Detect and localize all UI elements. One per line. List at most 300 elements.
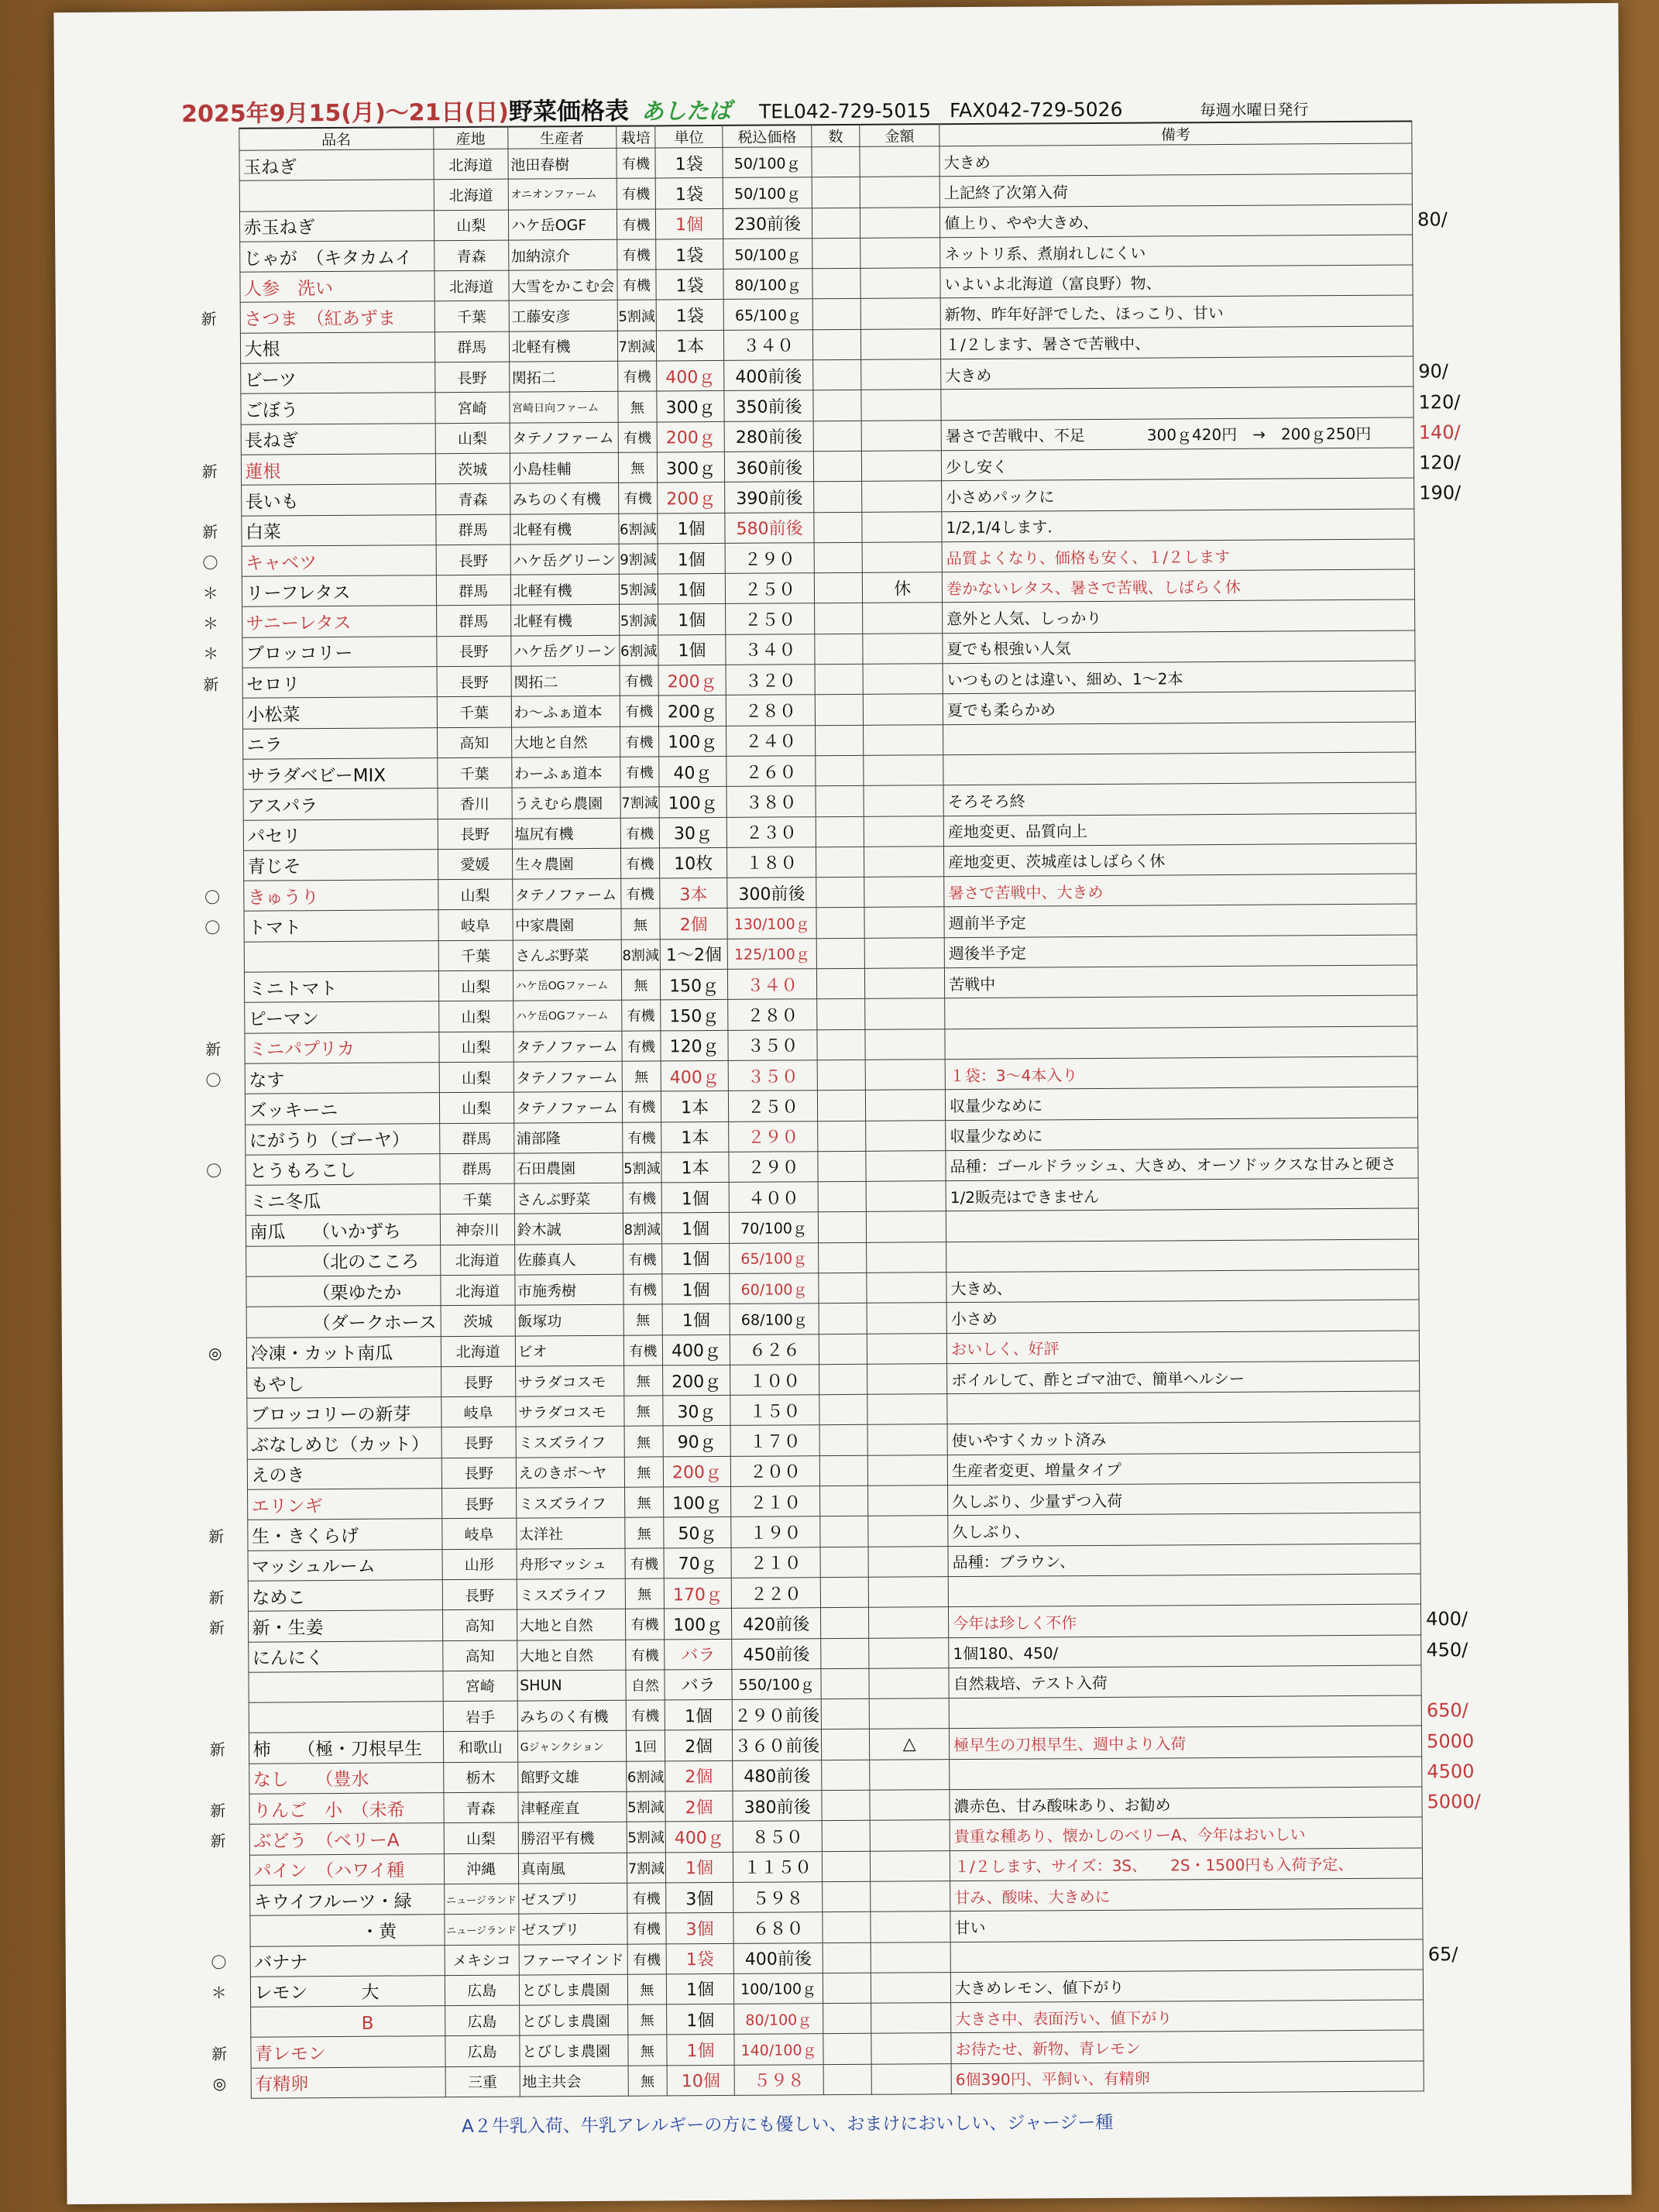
item-name: マッシュルーム <box>248 1549 443 1581</box>
cultivation: 無 <box>621 908 661 939</box>
brand-name: あしたば <box>641 97 732 125</box>
amount-cell[interactable] <box>867 1394 947 1425</box>
amount-cell[interactable] <box>864 847 944 878</box>
item-name: 赤玉ねぎ <box>239 210 434 242</box>
producer: 大地と自然 <box>511 726 620 757</box>
col-header-remarks: 備考 <box>939 121 1412 146</box>
unit: 1袋 <box>666 1943 733 1974</box>
price: １８０ <box>727 847 816 878</box>
amount-cell[interactable] <box>860 207 940 238</box>
quantity-cell[interactable] <box>812 238 860 269</box>
item-name <box>249 1702 444 1733</box>
side-note <box>1417 1086 1518 1117</box>
quantity-cell[interactable] <box>820 1547 868 1578</box>
amount-cell[interactable] <box>869 1607 949 1638</box>
quantity-cell[interactable] <box>813 359 861 390</box>
cultivation: 有機 <box>621 1000 661 1031</box>
origin: 山梨 <box>439 1001 514 1032</box>
item-name: サニーレタス <box>242 606 437 637</box>
quantity-cell[interactable] <box>817 999 865 1030</box>
price: 400前後 <box>724 360 813 391</box>
quantity-cell[interactable] <box>813 421 861 452</box>
amount-cell[interactable] <box>863 603 943 634</box>
amount-cell[interactable] <box>868 1486 948 1516</box>
amount-cell[interactable] <box>864 877 944 908</box>
row-mark <box>185 1489 247 1520</box>
remarks: 意外と人気、しっかり <box>943 599 1415 633</box>
quantity-cell[interactable] <box>823 2064 871 2095</box>
quantity-cell[interactable] <box>819 1364 867 1395</box>
amount-cell[interactable] <box>867 1303 946 1334</box>
amount-cell[interactable] <box>871 1972 950 2003</box>
col-header-amount: 金額 <box>860 124 939 146</box>
side-note <box>1414 568 1515 599</box>
amount-cell[interactable] <box>868 1546 948 1577</box>
producer: 工藤安彦 <box>509 301 617 331</box>
row-mark <box>180 759 242 790</box>
price: 550/100ｇ <box>732 1669 821 1700</box>
amount-cell[interactable] <box>860 238 940 269</box>
price: 70/100ｇ <box>729 1212 818 1243</box>
quantity-cell[interactable] <box>822 1790 870 1821</box>
amount-cell[interactable] <box>867 1333 946 1364</box>
amount-cell[interactable] <box>871 1881 950 1912</box>
quantity-cell[interactable] <box>820 1486 868 1516</box>
cultivation: 5割減 <box>617 300 657 331</box>
quantity-cell[interactable] <box>815 603 863 634</box>
side-note <box>1416 781 1516 812</box>
side-note: 190/ <box>1419 482 1462 504</box>
amount-cell[interactable] <box>866 1120 946 1151</box>
quantity-cell[interactable] <box>819 1334 867 1365</box>
side-note <box>1413 295 1513 326</box>
side-note <box>1424 1999 1524 2030</box>
quantity-cell[interactable] <box>812 269 860 300</box>
cultivation: 5割減 <box>619 604 658 635</box>
remarks <box>943 722 1416 755</box>
remarks: 夏でも柔らかめ <box>943 691 1415 724</box>
cultivation: 5割減 <box>627 1791 666 1822</box>
cultivation: 無 <box>622 1061 661 1092</box>
amount-cell[interactable] <box>867 1242 946 1273</box>
amount-cell[interactable] <box>867 1455 947 1486</box>
producer: 北軽有機 <box>510 605 619 636</box>
side-note <box>1420 1513 1521 1544</box>
side-note <box>1420 1451 1520 1482</box>
producer: 関拓二 <box>509 361 617 392</box>
item-name: 人参 洗い <box>239 271 434 303</box>
origin: 青森 <box>435 483 510 514</box>
quantity-cell[interactable] <box>823 1881 871 1912</box>
side-note <box>1419 1238 1520 1269</box>
origin: 長野 <box>437 636 511 667</box>
amount-cell[interactable] <box>860 298 940 329</box>
remarks: 収量少なめに <box>946 1117 1418 1150</box>
quantity-cell[interactable] <box>813 451 861 482</box>
sheet-title: 野菜価格表 <box>508 97 629 126</box>
unit: 10個 <box>667 2065 734 2096</box>
quantity-cell[interactable] <box>822 1729 870 1760</box>
quantity-cell[interactable] <box>819 1242 867 1273</box>
amount-cell[interactable] <box>871 1911 950 1942</box>
cultivation: 有機 <box>625 1548 665 1579</box>
quantity-cell[interactable] <box>817 1029 865 1060</box>
quantity-cell[interactable] <box>822 1821 870 1852</box>
row-mark <box>177 181 239 212</box>
quantity-cell[interactable] <box>812 177 860 208</box>
row-mark: 〇 <box>204 918 221 938</box>
cultivation: 無 <box>625 1578 665 1609</box>
item-name: ぶどう （ベリーA <box>249 1823 445 1855</box>
side-note: 65/ <box>1427 1942 1458 1966</box>
row-mark <box>182 972 244 1003</box>
price: １９０ <box>731 1516 820 1547</box>
origin: 北海道 <box>434 149 508 180</box>
quantity-cell[interactable] <box>823 2003 871 2034</box>
amount-cell[interactable] <box>869 1698 949 1729</box>
remarks: 使いやすくカット済み <box>947 1421 1420 1455</box>
row-mark: 新 <box>209 1740 225 1760</box>
amount-cell[interactable] <box>871 2003 951 2034</box>
side-note <box>1416 812 1516 843</box>
quantity-cell[interactable] <box>814 542 862 573</box>
item-name: キウイフルーツ・緑 <box>249 1884 445 1916</box>
amount-cell[interactable] <box>861 451 941 482</box>
remarks: ネットリ系、煮崩れしにくい <box>940 235 1413 268</box>
amount-cell[interactable] <box>863 633 943 664</box>
quantity-cell[interactable] <box>812 146 860 177</box>
row-mark: 〇 <box>211 1953 227 1973</box>
quantity-cell[interactable] <box>823 1973 871 2004</box>
quantity-cell[interactable] <box>823 1942 871 1973</box>
quantity-cell[interactable] <box>814 482 862 513</box>
amount-cell[interactable] <box>865 1029 945 1060</box>
quantity-cell[interactable] <box>815 664 863 695</box>
remarks: 大きめ <box>939 143 1412 177</box>
remarks: 産地変更、茨城産はしばらく休 <box>944 843 1417 877</box>
origin: 三重 <box>445 2066 520 2097</box>
amount-cell[interactable] <box>864 907 944 938</box>
origin: 群馬 <box>440 1153 514 1184</box>
amount-cell[interactable] <box>865 1090 945 1121</box>
amount-cell[interactable] <box>860 146 939 177</box>
quantity-cell[interactable] <box>820 1516 868 1547</box>
row-mark <box>187 1764 249 1795</box>
amount-cell[interactable] <box>866 1150 946 1181</box>
quantity-cell[interactable] <box>813 390 861 421</box>
quantity-cell[interactable] <box>819 1455 867 1486</box>
amount-cell[interactable] <box>869 1637 949 1668</box>
quantity-cell[interactable] <box>818 1181 866 1212</box>
producer: タテノファーム <box>514 1061 622 1092</box>
amount-cell[interactable] <box>867 1273 946 1304</box>
amount-cell[interactable] <box>867 1364 947 1395</box>
quantity-cell[interactable] <box>818 1212 866 1243</box>
item-name: 有精卵 <box>251 2066 446 2098</box>
row-mark <box>186 1672 248 1703</box>
row-mark <box>182 1003 244 1034</box>
quantity-cell[interactable] <box>812 299 860 330</box>
amount-cell[interactable] <box>863 694 943 725</box>
quantity-cell[interactable] <box>816 938 864 969</box>
amount-cell[interactable] <box>860 328 940 359</box>
col-header-extra <box>1412 121 1513 143</box>
amount-cell[interactable] <box>863 664 943 695</box>
side-note <box>1419 1299 1520 1330</box>
item-name: キャベツ <box>242 545 437 577</box>
producer: タテノファーム <box>514 1091 622 1122</box>
amount-cell[interactable] <box>864 724 943 755</box>
unit: 1個 <box>658 634 726 665</box>
origin: 沖縄 <box>444 1853 518 1884</box>
producer: 関拓二 <box>511 665 620 696</box>
cultivation: 6割減 <box>618 514 658 544</box>
quantity-cell[interactable] <box>816 847 864 878</box>
quantity-cell[interactable] <box>822 1851 870 1882</box>
amount-cell[interactable] <box>868 1516 948 1547</box>
cultivation: 有機 <box>622 1031 661 1062</box>
price-sheet-paper <box>53 3 1631 2204</box>
remarks: 夏でも根強い人気 <box>943 630 1415 664</box>
remarks: 生産者変更、増量タイプ <box>947 1452 1420 1486</box>
amount-cell[interactable] <box>865 1060 945 1091</box>
price: ２９０ <box>729 1151 818 1182</box>
cultivation: 無 <box>627 2004 667 2035</box>
origin: 山梨 <box>439 1032 514 1063</box>
amount-cell[interactable]: 休 <box>862 572 942 603</box>
origin: 山梨 <box>438 970 513 1001</box>
quantity-cell[interactable] <box>812 329 860 360</box>
quantity-cell[interactable] <box>815 634 863 665</box>
price: 480前後 <box>733 1760 822 1791</box>
quantity-cell[interactable] <box>821 1608 869 1639</box>
row-mark: 新 <box>210 1831 226 1850</box>
cultivation: 自然 <box>626 1670 665 1701</box>
cultivation: 有機 <box>627 1883 666 1914</box>
amount-cell[interactable] <box>871 1942 950 1973</box>
producer: 生々農園 <box>512 848 620 879</box>
item-name: 柿 （極・刀根早生 <box>249 1732 444 1764</box>
row-mark: 〇 <box>202 553 218 572</box>
amount-cell[interactable] <box>866 1181 946 1212</box>
row-mark: ◎ <box>208 1343 222 1362</box>
cultivation: 有機 <box>625 1609 665 1640</box>
origin: 茨城 <box>441 1305 515 1336</box>
origin: 岐阜 <box>438 910 513 941</box>
cultivation: 有機 <box>623 1274 662 1305</box>
producer: サラダコスモ <box>515 1365 623 1396</box>
producer: 北軽有機 <box>509 331 617 362</box>
amount-cell[interactable] <box>866 1211 946 1242</box>
row-mark: 新 <box>208 1618 225 1637</box>
quantity-cell[interactable] <box>819 1425 867 1456</box>
quantity-cell[interactable] <box>816 908 864 939</box>
unit: 1～2個 <box>660 939 727 970</box>
amount-cell[interactable] <box>864 785 943 816</box>
amount-cell[interactable] <box>862 542 942 573</box>
remarks: 暑さで苦戦中、不足 300ｇ420円 → 200ｇ250円 <box>941 417 1413 451</box>
quantity-cell[interactable] <box>817 968 865 999</box>
amount-cell[interactable] <box>871 2063 951 2094</box>
quantity-cell[interactable] <box>819 1304 867 1334</box>
item-name: えのき <box>247 1458 442 1489</box>
amount-cell[interactable] <box>868 1577 948 1608</box>
cultivation: 有機 <box>622 1091 661 1122</box>
remarks <box>946 1208 1418 1242</box>
origin: 群馬 <box>436 575 510 606</box>
price: 230前後 <box>723 208 812 239</box>
quantity-cell[interactable] <box>816 877 864 908</box>
cultivation: 5割減 <box>619 574 658 605</box>
price: ２１０ <box>731 1547 820 1578</box>
price: 420前後 <box>732 1608 821 1639</box>
amount-cell[interactable] <box>871 2033 951 2064</box>
amount-cell[interactable] <box>861 390 941 421</box>
quantity-cell[interactable] <box>821 1638 869 1669</box>
price: ５９８ <box>734 2064 823 2095</box>
item-name: 青じそ <box>243 850 438 881</box>
unit: 1本 <box>661 1121 729 1152</box>
side-note <box>1422 1847 1523 1878</box>
price: ３４０ <box>726 634 815 665</box>
amount-cell[interactable] <box>870 1790 950 1821</box>
amount-cell[interactable]: △ <box>870 1729 950 1760</box>
cultivation: 有機 <box>617 209 656 240</box>
amount-cell[interactable] <box>870 1759 950 1790</box>
amount-cell[interactable] <box>861 420 941 451</box>
remarks: 週前半予定 <box>944 904 1417 937</box>
amount-cell[interactable] <box>869 1668 949 1699</box>
side-note <box>1419 1269 1520 1300</box>
unit: 150ｇ <box>661 969 728 1000</box>
producer: ハケ岳OGファーム <box>513 1001 621 1032</box>
cultivation: 無 <box>627 1974 667 2005</box>
quantity-cell[interactable] <box>815 695 863 726</box>
remarks: 小さめ <box>946 1300 1419 1333</box>
row-mark: ＊ <box>203 644 219 664</box>
quantity-cell[interactable] <box>816 786 864 817</box>
amount-cell[interactable] <box>865 998 945 1029</box>
unit: 100ｇ <box>665 1609 732 1640</box>
price: ２４０ <box>726 725 816 756</box>
amount-cell[interactable] <box>862 511 942 542</box>
quantity-cell[interactable] <box>821 1698 869 1729</box>
price: 350前後 <box>724 390 813 421</box>
amount-cell[interactable] <box>860 177 939 208</box>
producer: 北軽有機 <box>510 514 618 544</box>
unit: 120ｇ <box>661 1030 728 1061</box>
quantity-cell[interactable] <box>814 572 862 603</box>
amount-cell[interactable] <box>864 755 943 786</box>
quantity-cell[interactable] <box>819 1273 867 1304</box>
row-mark <box>184 1398 246 1429</box>
quantity-cell[interactable] <box>820 1577 868 1608</box>
amount-cell[interactable] <box>864 937 944 968</box>
origin: 山梨 <box>439 1062 514 1093</box>
remarks: 週後半予定 <box>944 935 1417 968</box>
price: 300前後 <box>727 878 816 908</box>
remarks <box>943 752 1416 785</box>
amount-cell[interactable] <box>870 1850 950 1881</box>
quantity-cell[interactable] <box>817 1091 865 1121</box>
side-note: 140/ <box>1418 421 1461 444</box>
producer: 舟形マッシュ <box>517 1548 625 1579</box>
quantity-cell[interactable] <box>819 1394 867 1425</box>
quantity-cell[interactable] <box>816 755 864 786</box>
quantity-cell[interactable] <box>817 1060 865 1091</box>
remarks: 久しぶり、 <box>948 1513 1420 1546</box>
quantity-cell[interactable] <box>816 725 864 756</box>
item-name: 新・生姜 <box>248 1610 443 1642</box>
producer: 池田春樹 <box>508 148 617 179</box>
quantity-cell[interactable] <box>816 816 864 847</box>
row-mark: 〇 <box>204 888 221 907</box>
origin: 山形 <box>442 1549 517 1580</box>
amount-cell[interactable] <box>865 968 945 999</box>
amount-cell[interactable] <box>862 481 942 512</box>
side-note <box>1417 873 1517 904</box>
price: ２５０ <box>725 573 814 604</box>
col-header-name: 品名 <box>239 127 434 150</box>
amount-cell[interactable] <box>870 1820 950 1851</box>
quantity-cell[interactable] <box>814 512 862 543</box>
remarks: 品種：ブラウン、 <box>948 1544 1420 1577</box>
price: ３６０前後 <box>733 1729 822 1760</box>
price: ２１０ <box>731 1486 820 1517</box>
col-header-producer: 生産者 <box>507 126 616 149</box>
price: ６２６ <box>730 1334 819 1365</box>
price: 68/100ｇ <box>730 1304 819 1334</box>
quantity-cell[interactable] <box>823 2034 871 2065</box>
side-note <box>1414 538 1515 569</box>
item-name: 南瓜 （いかずち <box>246 1214 441 1246</box>
item-name: パイン （ハワイ種 <box>249 1853 445 1885</box>
cultivation: 有機 <box>617 178 656 209</box>
cultivation: 有機 <box>617 148 656 179</box>
amount-cell[interactable] <box>860 268 940 299</box>
quantity-cell[interactable] <box>823 1912 871 1943</box>
price: ６８０ <box>733 1912 823 1943</box>
item-name: サラダベビーMIX <box>242 758 438 790</box>
amount-cell[interactable] <box>861 359 941 390</box>
remarks: 暑さで苦戦中、大きめ <box>944 874 1417 907</box>
origin: 北海道 <box>434 179 508 210</box>
origin: 岐阜 <box>441 1396 516 1427</box>
side-note <box>1413 264 1513 295</box>
side-note <box>1418 1147 1519 1178</box>
row-mark <box>185 1429 247 1460</box>
unit: 200ｇ <box>663 1365 730 1396</box>
item-name: にんにく <box>248 1640 443 1672</box>
quantity-cell[interactable] <box>822 1760 870 1791</box>
unit: 400ｇ <box>661 1060 728 1091</box>
producer: 宮崎日向ファーム <box>509 392 617 423</box>
origin: 長野 <box>442 1579 517 1610</box>
producer: 浦部隆 <box>514 1122 622 1153</box>
origin: 千葉 <box>440 1183 514 1214</box>
quantity-cell[interactable] <box>818 1151 866 1182</box>
fax-number: FAX042-729-5026 <box>949 98 1123 122</box>
quantity-cell[interactable] <box>818 1121 866 1152</box>
amount-cell[interactable] <box>867 1424 947 1455</box>
side-note <box>1418 1177 1519 1208</box>
amount-cell[interactable] <box>864 816 943 847</box>
price: 65/100ｇ <box>723 299 812 330</box>
quantity-cell[interactable] <box>821 1668 869 1699</box>
quantity-cell[interactable] <box>812 208 860 239</box>
cultivation: 有機 <box>617 361 657 392</box>
producer: 勝沼平有機 <box>518 1822 627 1853</box>
